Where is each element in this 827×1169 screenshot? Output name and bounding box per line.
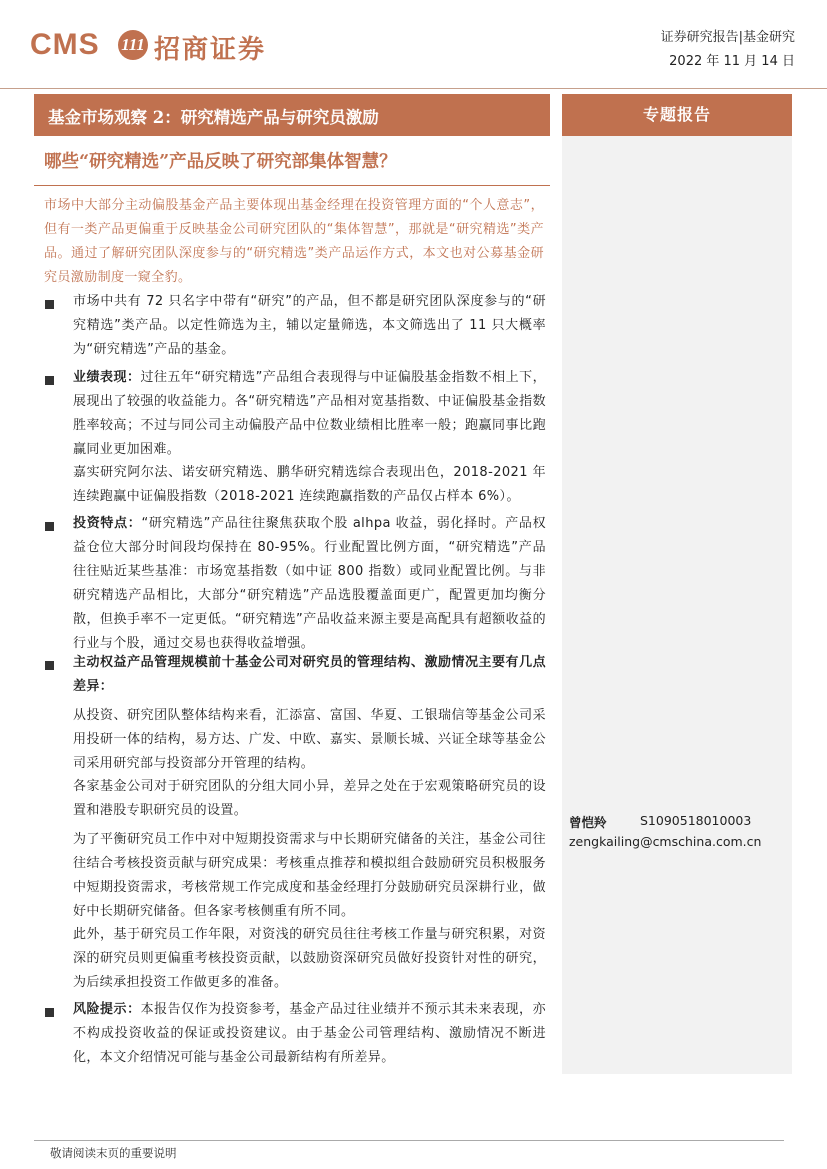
- sub-paragraph: [73, 828, 546, 924]
- paragraph-text: 过往五年“研究精选”产品组合表现得与中证偏股基金指数不相上下，展现出了较强的收益能力。各“研究精选”产品相对宽基指数、中证偏股基金指数胜率较高；不过与同公司主动偏股产品中位数业绩相比胜率一般；跑赢同事比跑赢同业更加困难。: [73, 370, 546, 457]
- report-category-label: 专题报告: [562, 94, 792, 136]
- bullet-square-icon: [45, 522, 54, 531]
- side-panel: [562, 136, 792, 1074]
- sub-paragraph: [73, 923, 546, 995]
- header-divider: [0, 88, 827, 89]
- paragraph-keyword: 投资特点：: [73, 516, 142, 531]
- logo-company-name: 招商证券: [154, 35, 267, 65]
- bullet-square-icon: [45, 1008, 54, 1017]
- paragraph-text: 为了平衡研究员工作中对中短期投资需求与中长期研究储备的关注，基金公司往往结合考核投资贡献与研究成果：考核重点推荐和模拟组合鼓励研究员积极服务中短期投资需求，考核常规工作完成度和基金经理打分鼓励研究员深耕行业，做好中长期研究储备。但各家考核侧重有所不同。: [73, 832, 546, 919]
- sub-paragraph: [73, 461, 546, 509]
- paragraph-keyword: 业绩表现：: [73, 370, 141, 385]
- report-subtitle: 哪些“研究精选”产品反映了研究部集体智慧？: [44, 152, 397, 172]
- paragraph-text: 此外，基于研究员工作年限，对资浅的研究员往往考核工作量与研究积累，对资深的研究员则更偏重考核投资贡献，以鼓励资深研究员做好投资针对性的研究，为后续承担投资工作做更多的准备。: [73, 927, 546, 990]
- report-type: 证券研究报告|基金研究: [660, 30, 795, 45]
- paragraph-text: “研究精选”产品往往聚焦获取个股 alhpa 收益，弱化择时。产品权益仓位大部分时间段均保持在 80-95%。行业配置比例方面，“研究精选”产品往往贴近某些基准：市场宽基指数（如中证 800 指数）或同业配置比例。与非研究精选产品相比，大部分“研究精选”产品选股覆盖面更广，配置更加均衡分散，但换手率不一定更低。“研究精选”产品收益来源主要是高配具有超额收益的行业与个股，通过交易也获得收益增强。: [73, 516, 546, 651]
- report-title: 基金市场观察 2：研究精选产品与研究员激励: [48, 108, 379, 127]
- analyst-license: S1090518010003: [640, 813, 752, 828]
- intro-paragraph: 市场中大部分主动偏股基金产品主要体现出基金经理在投资管理方面的“个人意志”，但有一类产品更偏重于反映基金公司研究团队的“集体智慧”，那就是“研究精选”类产品。通过了解研究团队深度参与的“研究精选”类产品运作方式，本文也对公募基金研究员激励制度一窥全豹。: [44, 198, 544, 285]
- paragraph-text: 本报告仅作为投资参考，基金产品过往业绩并不预示其未来表现，亦不构成投资收益的保证或投资建议。由于基金公司管理结构、激励情况不断进化，本文介绍情况可能与基金公司最新结构有所差异。: [73, 1002, 546, 1065]
- footer-divider: [34, 1140, 784, 1141]
- paragraph-text: 嘉实研究阿尔法、诺安研究精选、鹏华研究精选综合表现出色，2018-2021 年连续跑赢中证偏股指数（2018-2021 连续跑赢指数的产品仅占样本 6%）。: [73, 465, 546, 504]
- bullet-paragraph: [73, 366, 546, 462]
- bullet-paragraph: [73, 290, 546, 362]
- analyst-name: 曾恺羚: [569, 815, 607, 830]
- paragraph-text: 各家基金公司对于研究团队的分组大同小异，差异之处在于宏观策略研究员的设置和港股专职研究员的设置。: [73, 779, 546, 818]
- bullet-square-icon: [45, 376, 54, 385]
- subtitle-divider: [34, 185, 550, 186]
- bullet-square-icon: [45, 661, 54, 670]
- bullet-paragraph: [73, 998, 546, 1070]
- sub-paragraph: [73, 775, 546, 823]
- report-date: 2022 年 11 月 14 日: [669, 54, 795, 69]
- bullet-paragraph: [73, 512, 546, 656]
- paragraph-text: 从投资、研究团队整体结构来看，汇添富、富国、华夏、工银瑞信等基金公司采用投研一体的结构，易方达、广发、中欧、嘉实、景顺长城、兴证全球等基金公司采用研究部与投资部分开管理的结构。: [73, 708, 546, 771]
- bullet-square-icon: [45, 300, 54, 309]
- footer-note: 敬请阅读末页的重要说明: [50, 1146, 177, 1160]
- paragraph-text: 市场中共有 72 只名字中带有“研究”的产品，但不都是研究团队深度参与的“研究精选”类产品。以定性筛选为主，辅以定量筛选，本文筛选出了 11 只大概率为“研究精选”产品的基金。: [73, 294, 546, 357]
- sub-paragraph: [73, 704, 546, 776]
- logo-cms: CMS: [30, 28, 100, 61]
- paragraph-keyword: 风险提示：: [73, 1002, 141, 1017]
- analyst-email[interactable]: zengkailing@cmschina.com.cn: [569, 834, 762, 849]
- logo-badge-icon: 111: [118, 30, 148, 60]
- bullet-paragraph: [73, 651, 546, 699]
- paragraph-keyword: 主动权益产品管理规模前十基金公司对研究员的管理结构、激励情况主要有几点差异：: [73, 655, 546, 694]
- title-banner: [34, 94, 550, 136]
